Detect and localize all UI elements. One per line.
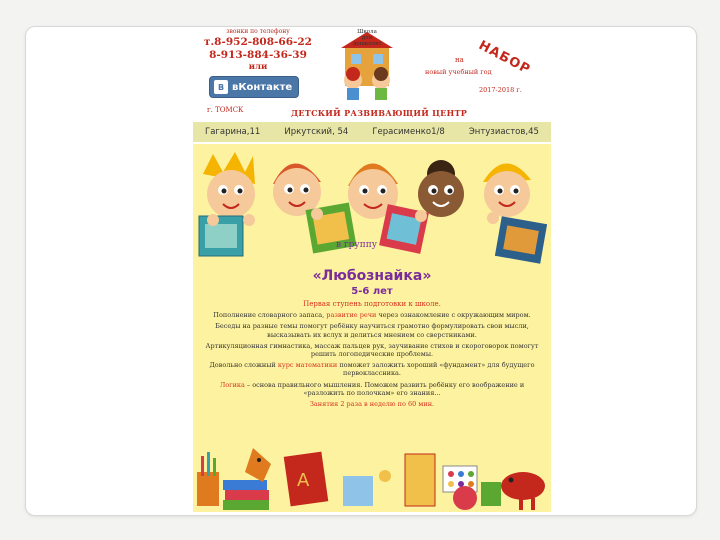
paragraph-speech-therapy: Артикуляционная гимнастика, массаж пальцев рук, заучивание стихов и скороговорок помогут решить логопедические проблемы.: [205, 341, 539, 359]
p1-text-b: через ознакомление с окружающим миром.: [378, 311, 531, 320]
vkontakte-label: вКонтакте: [232, 81, 293, 93]
phone-number-1[interactable]: т.8-952-808-66-22: [204, 36, 312, 48]
center-title: ДЕТСКИЙ РАЗВИВАЮЩИЙ ЦЕНТР: [291, 108, 468, 118]
address-2: Иркутский, 54: [284, 127, 349, 137]
or-text: или: [248, 62, 268, 72]
vk-logo-icon: В: [214, 80, 228, 94]
phone-number-2[interactable]: 8-913-884-36-39: [209, 49, 307, 61]
p1-text-a: Пополнение словарного запаса,: [213, 311, 325, 320]
in-group-label: в группу: [336, 240, 377, 250]
vkontakte-button[interactable]: [209, 76, 299, 98]
p4-highlight: курс математики: [277, 361, 338, 370]
contact-block: [203, 28, 313, 72]
child-2: [273, 163, 321, 216]
school-year-text: новый учебный год: [425, 68, 492, 76]
schedule-text: Занятия 2 раза в неделю по 60 мин.: [309, 400, 435, 409]
p5-text-b: – основа правильного мышления. Поможем развить ребёнку его воображение и «разложить по полочкам» его знания...: [246, 380, 525, 397]
address-3: Герасименко1/8: [372, 127, 445, 137]
group-name: «Любознайка»: [312, 268, 432, 284]
city-label: г. ТОМСК: [207, 106, 244, 114]
svg-text:A: A: [297, 470, 310, 491]
paragraph-conversations: Беседы на разные темы помогут ребёнку научиться грамотно формулировать свои мысли, высказывать их вслух и делиться мнением со сверстниками.: [215, 322, 529, 339]
child-4: [418, 160, 464, 217]
paragraph-math: [205, 361, 539, 377]
poster: [193, 28, 551, 512]
address-bar: [193, 122, 551, 142]
child-1: [203, 152, 255, 218]
na-word: на: [455, 56, 464, 64]
address-1: Гагарина,11: [205, 127, 261, 137]
paragraph-vocabulary: [205, 311, 539, 319]
first-step-heading: Первая ступень подготовки к школе.: [303, 300, 441, 308]
age-range: 5-6 лет: [351, 286, 393, 297]
school-supplies-illustration: [193, 442, 551, 512]
child-5: [483, 163, 531, 217]
phone-label: звонки по телефону: [226, 28, 290, 35]
address-4: Энтузиастов,45: [468, 127, 539, 137]
p5-highlight: Логика: [219, 380, 245, 389]
description-block: [205, 300, 539, 411]
school-badge-text: Школа для дошколят: [353, 29, 382, 47]
p1-highlight: развитие речи: [326, 311, 377, 320]
content-area: [193, 144, 551, 512]
p4-text-b: поможет заложить хороший «фундамент» для будущего первоклассника.: [339, 361, 535, 378]
recruitment-heading: НАБОР: [475, 38, 533, 78]
p4-text-a: Довольно сложный: [209, 361, 276, 370]
school-year-number: 2017-2018 г.: [479, 86, 522, 94]
paragraph-logic: [205, 381, 539, 397]
